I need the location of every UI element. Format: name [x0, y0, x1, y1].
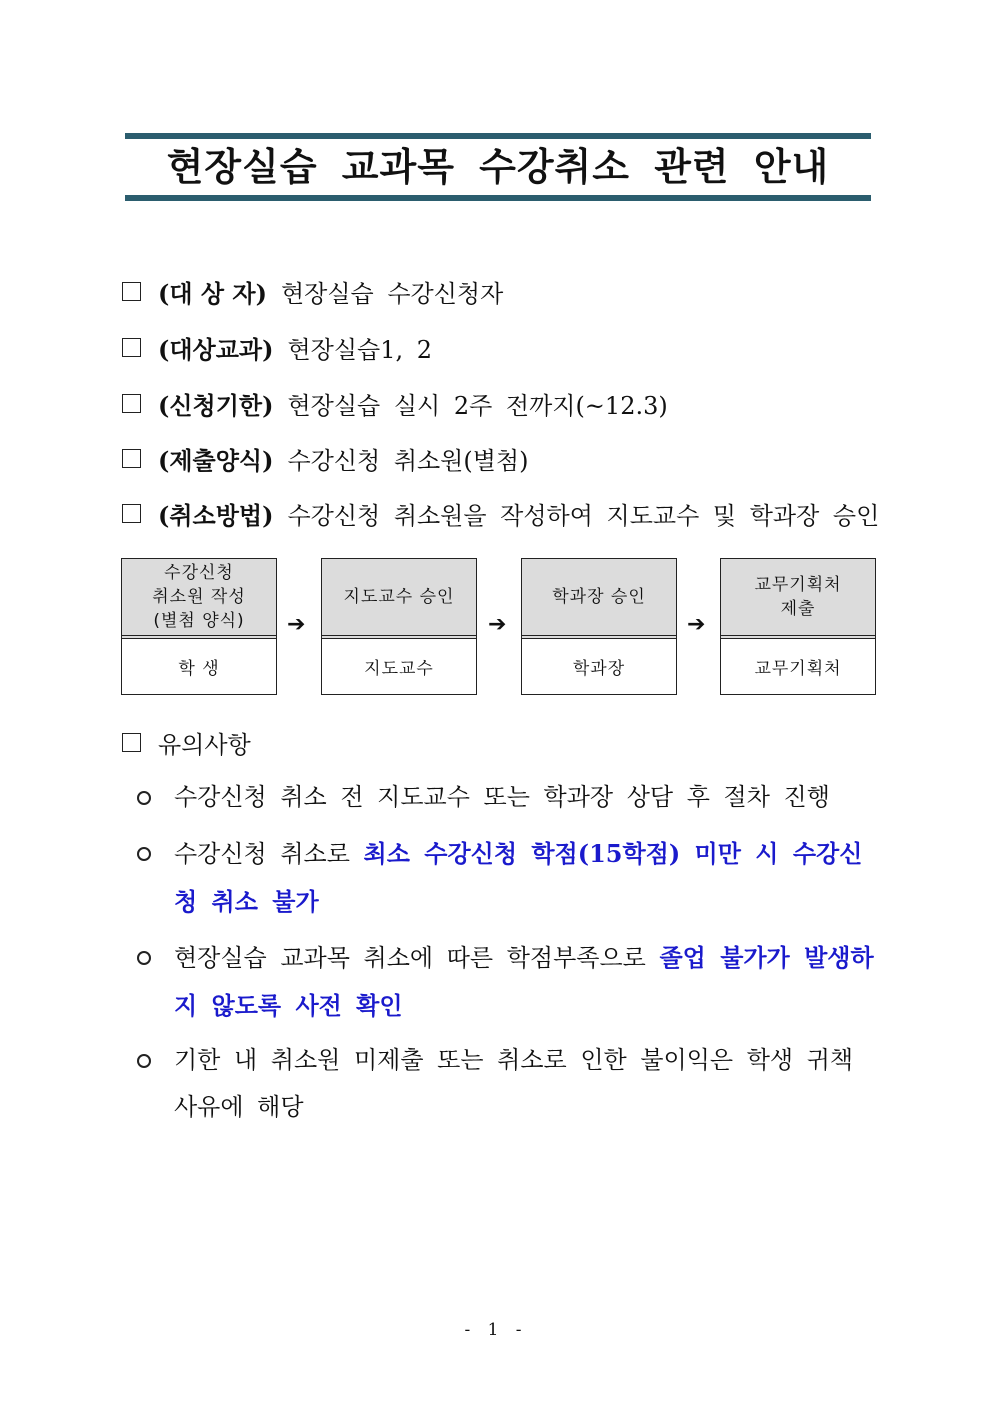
circle-bullet-icon	[137, 847, 151, 861]
flow-step-line: 교무기획처	[754, 575, 842, 595]
info-item-method	[122, 497, 879, 529]
item-label: (제출양식)	[158, 445, 274, 475]
page-title: 현장실습 교과목 수강취소 관련 안내	[166, 145, 830, 189]
flow-step-student	[121, 558, 277, 695]
note-text: 수강신청 취소 전 지도교수 또는 학과장 상담 후 절차 진행	[174, 783, 830, 811]
flow-step-advisor	[321, 558, 477, 695]
item-label: (취소방법)	[158, 500, 274, 530]
notes-heading	[122, 726, 251, 758]
item-value: 현장실습1, 2	[287, 335, 432, 364]
flow-step-action	[522, 559, 676, 639]
checkbox-square-icon	[122, 338, 141, 357]
note-text: 기한 내 취소원 미제출 또는 취소로 인한 불이익은 학생 귀책사유에 해당	[174, 1046, 854, 1121]
flow-step-line: 취소원 작성	[152, 587, 246, 607]
flow-step-line: 수강신청	[164, 563, 234, 583]
item-label: (대 상 자)	[158, 278, 267, 308]
arrow-right-icon: ➔	[488, 612, 507, 637]
info-item-form	[122, 442, 528, 474]
item-value: 수강신청 취소원을 작성하여 지도교수 및 학과장 승인	[287, 501, 880, 530]
item-label: (신청기한)	[158, 390, 274, 420]
checkbox-square-icon	[122, 504, 141, 523]
item-label: (대상교과)	[158, 334, 274, 364]
checkbox-square-icon	[122, 394, 141, 413]
circle-bullet-icon	[137, 951, 151, 965]
note-text: 현장실습 교과목 취소에 따른 학점부족으로	[174, 944, 660, 972]
item-value: 수강신청 취소원(별첨)	[287, 446, 529, 475]
arrow-right-icon: ➔	[687, 612, 706, 637]
checkbox-square-icon	[122, 449, 141, 468]
flow-step-actor: 학과장	[572, 659, 626, 679]
note-item	[174, 1037, 874, 1131]
checkbox-square-icon	[122, 733, 141, 752]
note-item	[174, 934, 874, 1030]
flow-step-actor: 교무기획처	[754, 659, 842, 679]
title-block	[125, 133, 871, 201]
item-value: 현장실습 수강신청자	[280, 279, 504, 308]
notes-title: 유의사항	[158, 730, 251, 759]
checkbox-square-icon	[122, 282, 141, 301]
info-item-deadline	[122, 387, 668, 419]
circle-bullet-icon	[137, 1054, 151, 1068]
note-highlight: 졸업 불가가 발생하지 않도록 사전 확인	[174, 943, 874, 1020]
flow-step-actor: 지도교수	[364, 659, 434, 679]
flow-step-actor: 학 생	[178, 659, 220, 679]
flow-step-action	[322, 559, 476, 639]
flow-step-line: (별첨 양식)	[153, 611, 245, 631]
info-item-course	[122, 331, 432, 363]
note-highlight: 최소 수강신청 학점(15학점) 미만 시 수강신청 취소 불가	[174, 839, 863, 916]
flow-step-action	[721, 559, 875, 639]
item-value: 현장실습 실시 2주 전까지(~12.3)	[287, 391, 668, 420]
flow-step-academic-affairs	[720, 558, 876, 695]
circle-bullet-icon	[137, 791, 151, 805]
flow-step-line: 학과장 승인	[552, 587, 646, 607]
note-text: 수강신청 취소로	[174, 840, 364, 868]
flow-step-action	[122, 559, 276, 639]
flow-step-dept-head	[521, 558, 677, 695]
arrow-right-icon: ➔	[287, 612, 306, 637]
flow-step-line: 지도교수 승인	[343, 587, 455, 607]
page-number: - 1 -	[464, 1320, 528, 1340]
title-rule-bottom	[125, 195, 871, 201]
note-item	[174, 774, 874, 821]
info-item-target	[122, 275, 503, 307]
note-item	[174, 830, 874, 926]
flow-step-line: 제출	[780, 599, 816, 619]
